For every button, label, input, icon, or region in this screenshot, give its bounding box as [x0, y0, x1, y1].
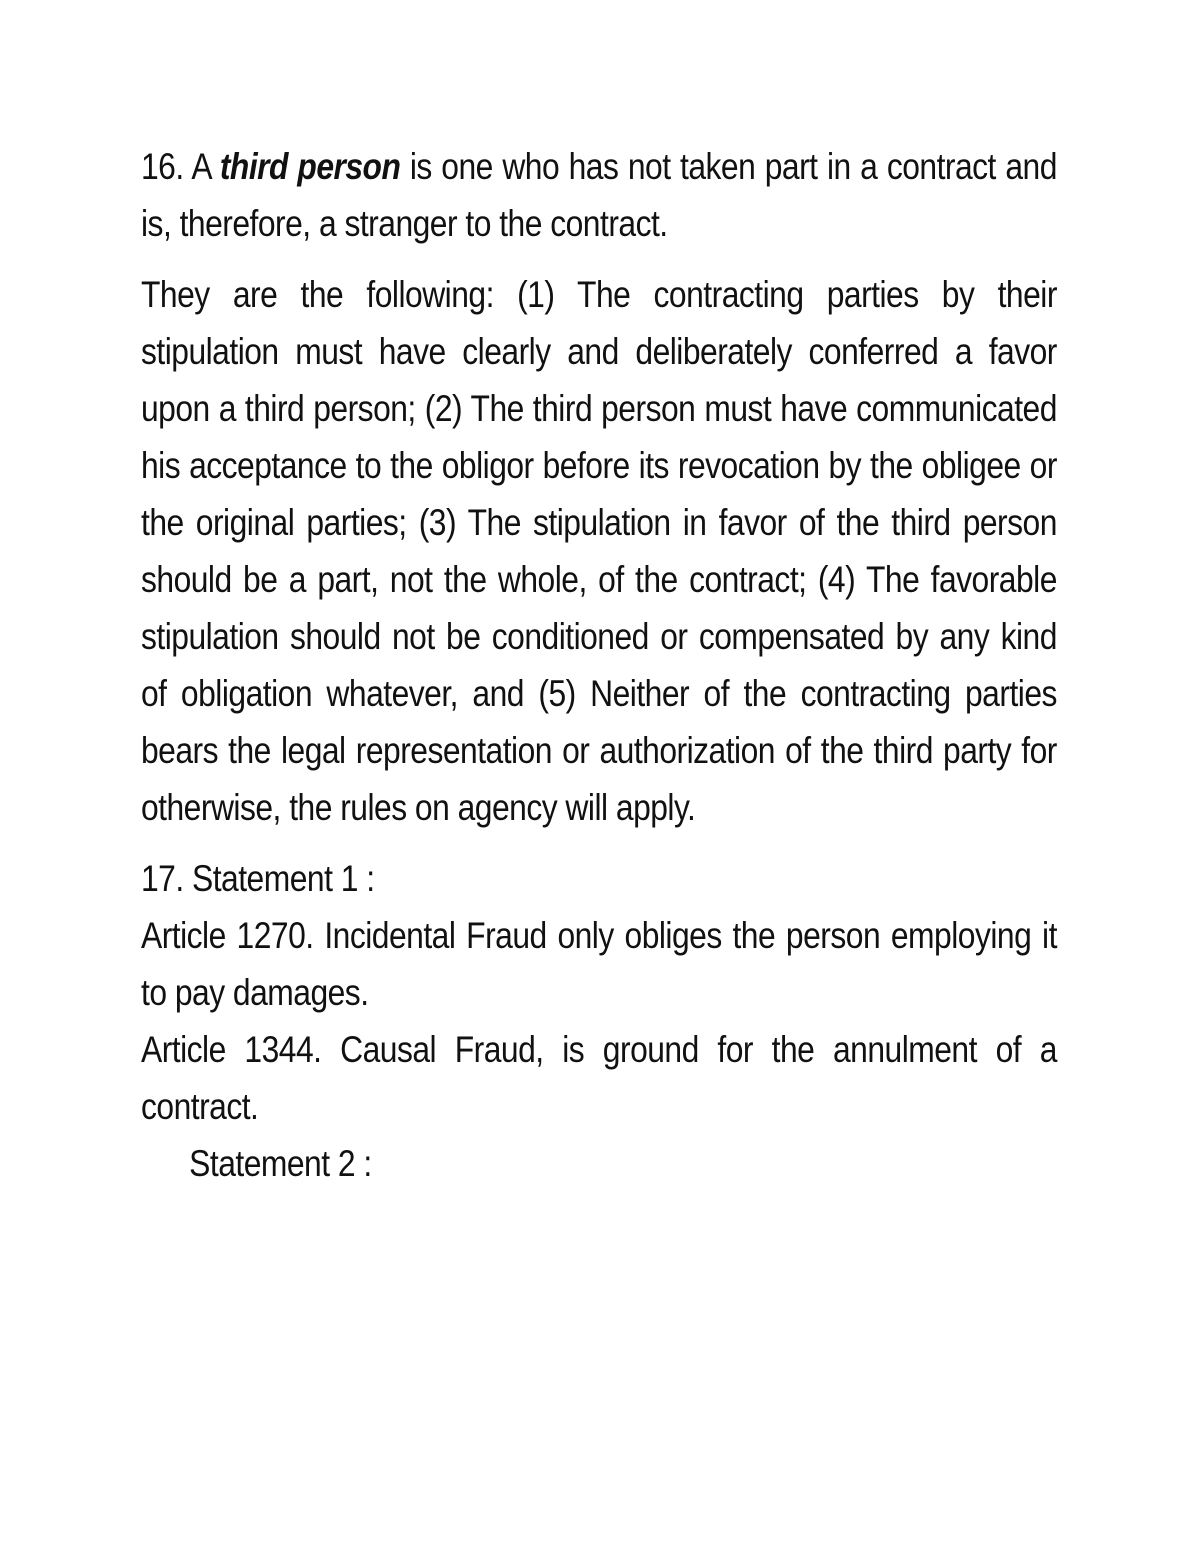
- item-16-number: 16. A: [141, 146, 220, 187]
- statement-2-heading: Statement 2 :: [189, 1143, 372, 1184]
- third-person-term: third person: [219, 146, 401, 187]
- article-1344-paragraph: Article 1344. Causal Fraud, is ground for the annulment of a contract.: [141, 1029, 1057, 1127]
- statement-1-heading: 17. Statement 1 :: [141, 858, 375, 899]
- document-body: [141, 138, 1057, 1192]
- article-1270-paragraph: Article 1270. Incidental Fraud only obliges the person employing it to pay damages.: [141, 915, 1057, 1013]
- requirements-paragraph: They are the following: (1) The contracting parties by their stipulation must have clearly and deliberately conferred a favor upon a third person; (2) The third person must have communicated his acceptance to the obligor before its revocation by the obligee or the original parties; (3) The stipulation in favor of the third person should be a part, not the whole, of the contract; (4) The favorable stipulation should not be conditioned or compensated by any kind of obligation whatever, and (5) Neither of the contracting parties bears the legal representation or authorization of the third party for otherwise, the rules on agency will apply.: [141, 274, 1057, 828]
- item-16-definition: is one who has not taken part in a contract and is, therefore, a stranger to the contract.: [141, 146, 1057, 244]
- item-16-paragraph: [141, 138, 1057, 252]
